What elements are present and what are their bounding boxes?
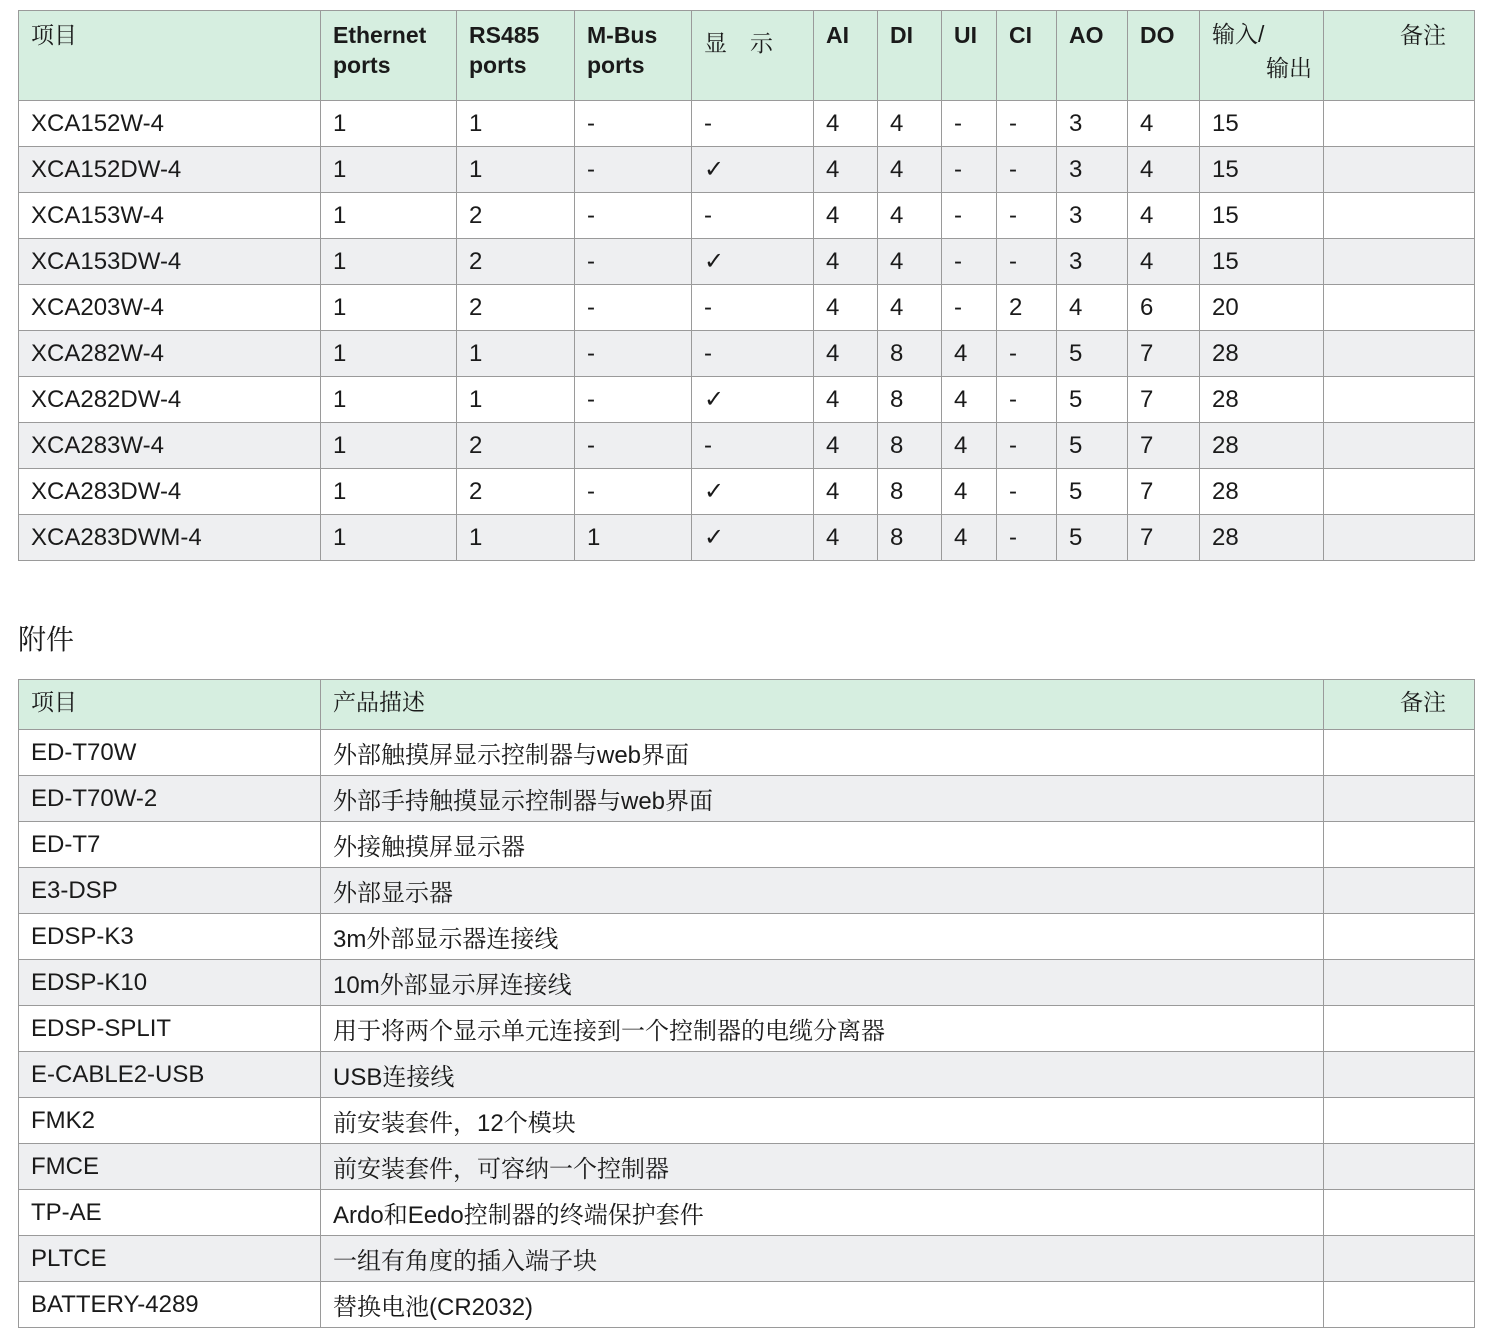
cell-ao: 5: [1057, 331, 1128, 377]
cell-ethernet-ports: 1: [321, 239, 457, 285]
cell-item: XCA153DW-4: [19, 239, 321, 285]
header-ethernet-ports: Ethernet ports: [321, 11, 457, 101]
table-row: [19, 1052, 1475, 1098]
header-ao: AO: [1057, 11, 1128, 101]
header-rs485-ports: RS485 ports: [457, 11, 575, 101]
cell-di: 8: [878, 423, 942, 469]
cell-remark: [1324, 331, 1475, 377]
table-row: [19, 822, 1475, 868]
cell-io: 15: [1200, 239, 1324, 285]
cell-ethernet-ports: 1: [321, 377, 457, 423]
cell-description: 用于将两个显示单元连接到一个控制器的电缆分离器: [321, 1006, 1324, 1052]
table-row: [19, 1098, 1475, 1144]
header-remark: 备注: [1324, 11, 1475, 101]
cell-item: XCA152DW-4: [19, 147, 321, 193]
table-row: [19, 960, 1475, 1006]
header-remark: 备注: [1324, 680, 1475, 730]
cell-remark: [1324, 914, 1475, 960]
cell-ui: 4: [942, 377, 997, 423]
table-row: [19, 101, 1475, 147]
cell-do: 4: [1128, 101, 1200, 147]
cell-item: XCA153W-4: [19, 193, 321, 239]
cell-di: 4: [878, 147, 942, 193]
cell-ai: 4: [814, 101, 878, 147]
table-row: [19, 285, 1475, 331]
table-row: [19, 377, 1475, 423]
header-ui: UI: [942, 11, 997, 101]
table-row: [19, 147, 1475, 193]
cell-ao: 3: [1057, 101, 1128, 147]
table-row: [19, 1190, 1475, 1236]
cell-display: ✓: [692, 239, 814, 285]
cell-ci: -: [997, 239, 1057, 285]
cell-item: EDSP-SPLIT: [19, 1006, 321, 1052]
cell-ethernet-ports: 1: [321, 423, 457, 469]
table-row: [19, 193, 1475, 239]
cell-ethernet-ports: 1: [321, 285, 457, 331]
cell-ao: 3: [1057, 239, 1128, 285]
table-row: [19, 423, 1475, 469]
cell-do: 7: [1128, 515, 1200, 561]
cell-remark: [1324, 1144, 1475, 1190]
header-ai: AI: [814, 11, 878, 101]
cell-do: 7: [1128, 377, 1200, 423]
cell-description: 外部触摸屏显示控制器与web界面: [321, 730, 1324, 776]
header-ci: CI: [997, 11, 1057, 101]
cell-io: 15: [1200, 147, 1324, 193]
cell-remark: [1324, 147, 1475, 193]
cell-item: PLTCE: [19, 1236, 321, 1282]
cell-ui: -: [942, 193, 997, 239]
cell-description: 外部手持触摸显示控制器与web界面: [321, 776, 1324, 822]
header-description: 产品描述: [321, 680, 1324, 730]
cell-io: 28: [1200, 377, 1324, 423]
cell-io: 20: [1200, 285, 1324, 331]
cell-ci: -: [997, 147, 1057, 193]
cell-item: FMCE: [19, 1144, 321, 1190]
cell-ai: 4: [814, 377, 878, 423]
cell-item: FMK2: [19, 1098, 321, 1144]
cell-ao: 5: [1057, 515, 1128, 561]
cell-item: EDSP-K3: [19, 914, 321, 960]
cell-item: ED-T70W: [19, 730, 321, 776]
cell-description: 3m外部显示器连接线: [321, 914, 1324, 960]
cell-rs485-ports: 1: [457, 331, 575, 377]
table-row: [19, 469, 1475, 515]
accessories-header-row: [19, 680, 1475, 730]
cell-ao: 5: [1057, 377, 1128, 423]
cell-do: 7: [1128, 423, 1200, 469]
cell-mbus-ports: -: [575, 147, 692, 193]
cell-display: ✓: [692, 469, 814, 515]
cell-remark: [1324, 239, 1475, 285]
cell-ethernet-ports: 1: [321, 193, 457, 239]
cell-item: ED-T70W-2: [19, 776, 321, 822]
cell-mbus-ports: -: [575, 469, 692, 515]
cell-display: -: [692, 423, 814, 469]
cell-display: ✓: [692, 377, 814, 423]
cell-description: Ardo和Eedo控制器的终端保护套件: [321, 1190, 1324, 1236]
cell-do: 4: [1128, 147, 1200, 193]
cell-remark: [1324, 1236, 1475, 1282]
cell-do: 4: [1128, 193, 1200, 239]
cell-ai: 4: [814, 331, 878, 377]
cell-ci: -: [997, 469, 1057, 515]
cell-do: 7: [1128, 331, 1200, 377]
cell-display: -: [692, 331, 814, 377]
table-row: [19, 515, 1475, 561]
cell-di: 8: [878, 515, 942, 561]
cell-remark: [1324, 1098, 1475, 1144]
cell-remark: [1324, 377, 1475, 423]
header-display: 显 示: [692, 11, 814, 101]
cell-ai: 4: [814, 423, 878, 469]
cell-remark: [1324, 1052, 1475, 1098]
table-row: [19, 914, 1475, 960]
cell-item: XCA152W-4: [19, 101, 321, 147]
cell-item: E-CABLE2-USB: [19, 1052, 321, 1098]
cell-remark: [1324, 423, 1475, 469]
cell-item: ED-T7: [19, 822, 321, 868]
cell-mbus-ports: 1: [575, 515, 692, 561]
cell-do: 4: [1128, 239, 1200, 285]
cell-rs485-ports: 2: [457, 469, 575, 515]
cell-remark: [1324, 469, 1475, 515]
header-di: DI: [878, 11, 942, 101]
cell-remark: [1324, 1190, 1475, 1236]
header-item: 项目: [19, 680, 321, 730]
cell-item: EDSP-K10: [19, 960, 321, 1006]
cell-item: XCA282W-4: [19, 331, 321, 377]
cell-ci: -: [997, 331, 1057, 377]
cell-ui: 4: [942, 331, 997, 377]
cell-item: XCA283DW-4: [19, 469, 321, 515]
cell-rs485-ports: 1: [457, 101, 575, 147]
cell-ao: 3: [1057, 147, 1128, 193]
cell-item: BATTERY-4289: [19, 1282, 321, 1328]
cell-description: 10m外部显示屏连接线: [321, 960, 1324, 1006]
cell-description: 前安装套件，可容纳一个控制器: [321, 1144, 1324, 1190]
cell-remark: [1324, 868, 1475, 914]
cell-remark: [1324, 101, 1475, 147]
cell-ci: -: [997, 377, 1057, 423]
accessories-table: [18, 679, 1475, 1328]
cell-ai: 4: [814, 193, 878, 239]
cell-description: 一组有角度的插入端子块: [321, 1236, 1324, 1282]
cell-ethernet-ports: 1: [321, 469, 457, 515]
cell-remark: [1324, 1282, 1475, 1328]
cell-item: XCA282DW-4: [19, 377, 321, 423]
cell-description: 前安装套件，12个模块: [321, 1098, 1324, 1144]
cell-ui: 4: [942, 423, 997, 469]
cell-mbus-ports: -: [575, 331, 692, 377]
cell-di: 4: [878, 285, 942, 331]
cell-do: 7: [1128, 469, 1200, 515]
cell-mbus-ports: -: [575, 377, 692, 423]
cell-ci: -: [997, 193, 1057, 239]
cell-rs485-ports: 2: [457, 239, 575, 285]
cell-di: 4: [878, 193, 942, 239]
cell-item: XCA283W-4: [19, 423, 321, 469]
cell-rs485-ports: 2: [457, 423, 575, 469]
cell-ethernet-ports: 1: [321, 147, 457, 193]
cell-ui: -: [942, 285, 997, 331]
cell-do: 6: [1128, 285, 1200, 331]
cell-ui: -: [942, 101, 997, 147]
cell-ui: 4: [942, 515, 997, 561]
cell-description: 外部显示器: [321, 868, 1324, 914]
cell-mbus-ports: -: [575, 193, 692, 239]
cell-ao: 5: [1057, 469, 1128, 515]
cell-ci: -: [997, 101, 1057, 147]
cell-remark: [1324, 193, 1475, 239]
cell-ci: -: [997, 423, 1057, 469]
cell-remark: [1324, 1006, 1475, 1052]
cell-ao: 5: [1057, 423, 1128, 469]
cell-di: 8: [878, 377, 942, 423]
cell-io: 15: [1200, 101, 1324, 147]
cell-io: 15: [1200, 193, 1324, 239]
cell-io: 28: [1200, 331, 1324, 377]
cell-di: 8: [878, 331, 942, 377]
cell-remark: [1324, 960, 1475, 1006]
cell-io: 28: [1200, 469, 1324, 515]
cell-display: -: [692, 101, 814, 147]
cell-rs485-ports: 2: [457, 193, 575, 239]
cell-di: 4: [878, 239, 942, 285]
header-do: DO: [1128, 11, 1200, 101]
header-item: 项目: [19, 11, 321, 101]
table-row: [19, 1236, 1475, 1282]
cell-rs485-ports: 1: [457, 147, 575, 193]
cell-rs485-ports: 1: [457, 377, 575, 423]
cell-ethernet-ports: 1: [321, 331, 457, 377]
cell-display: -: [692, 285, 814, 331]
cell-ci: -: [997, 515, 1057, 561]
table-row: [19, 730, 1475, 776]
product-header-row: [19, 11, 1475, 101]
cell-ethernet-ports: 1: [321, 515, 457, 561]
cell-description: 外接触摸屏显示器: [321, 822, 1324, 868]
cell-di: 8: [878, 469, 942, 515]
cell-remark: [1324, 776, 1475, 822]
header-io: 输入/ 输出: [1200, 11, 1324, 101]
cell-description: 替换电池(CR2032): [321, 1282, 1324, 1328]
table-row: [19, 868, 1475, 914]
cell-ai: 4: [814, 239, 878, 285]
cell-mbus-ports: -: [575, 423, 692, 469]
table-row: [19, 1144, 1475, 1190]
table-row: [19, 1282, 1475, 1328]
cell-ui: -: [942, 147, 997, 193]
accessories-title: 附件: [18, 624, 75, 655]
cell-description: USB连接线: [321, 1052, 1324, 1098]
table-row: [19, 331, 1475, 377]
cell-mbus-ports: -: [575, 285, 692, 331]
cell-ethernet-ports: 1: [321, 101, 457, 147]
table-row: [19, 776, 1475, 822]
cell-mbus-ports: -: [575, 101, 692, 147]
cell-io: 28: [1200, 423, 1324, 469]
cell-ai: 4: [814, 285, 878, 331]
header-mbus-ports: M-Bus ports: [575, 11, 692, 101]
table-row: [19, 1006, 1475, 1052]
cell-item: XCA283DWM-4: [19, 515, 321, 561]
cell-ao: 3: [1057, 193, 1128, 239]
cell-ui: -: [942, 239, 997, 285]
cell-ao: 4: [1057, 285, 1128, 331]
cell-item: TP-AE: [19, 1190, 321, 1236]
cell-remark: [1324, 822, 1475, 868]
cell-remark: [1324, 285, 1475, 331]
cell-mbus-ports: -: [575, 239, 692, 285]
product-spec-table: [18, 10, 1475, 561]
cell-ai: 4: [814, 515, 878, 561]
cell-io: 28: [1200, 515, 1324, 561]
cell-rs485-ports: 2: [457, 285, 575, 331]
cell-ai: 4: [814, 147, 878, 193]
cell-display: ✓: [692, 147, 814, 193]
cell-display: -: [692, 193, 814, 239]
cell-remark: [1324, 730, 1475, 776]
cell-rs485-ports: 1: [457, 515, 575, 561]
cell-display: ✓: [692, 515, 814, 561]
cell-di: 4: [878, 101, 942, 147]
cell-remark: [1324, 515, 1475, 561]
table-row: [19, 239, 1475, 285]
cell-item: E3-DSP: [19, 868, 321, 914]
cell-ai: 4: [814, 469, 878, 515]
cell-item: XCA203W-4: [19, 285, 321, 331]
cell-ci: 2: [997, 285, 1057, 331]
cell-ui: 4: [942, 469, 997, 515]
